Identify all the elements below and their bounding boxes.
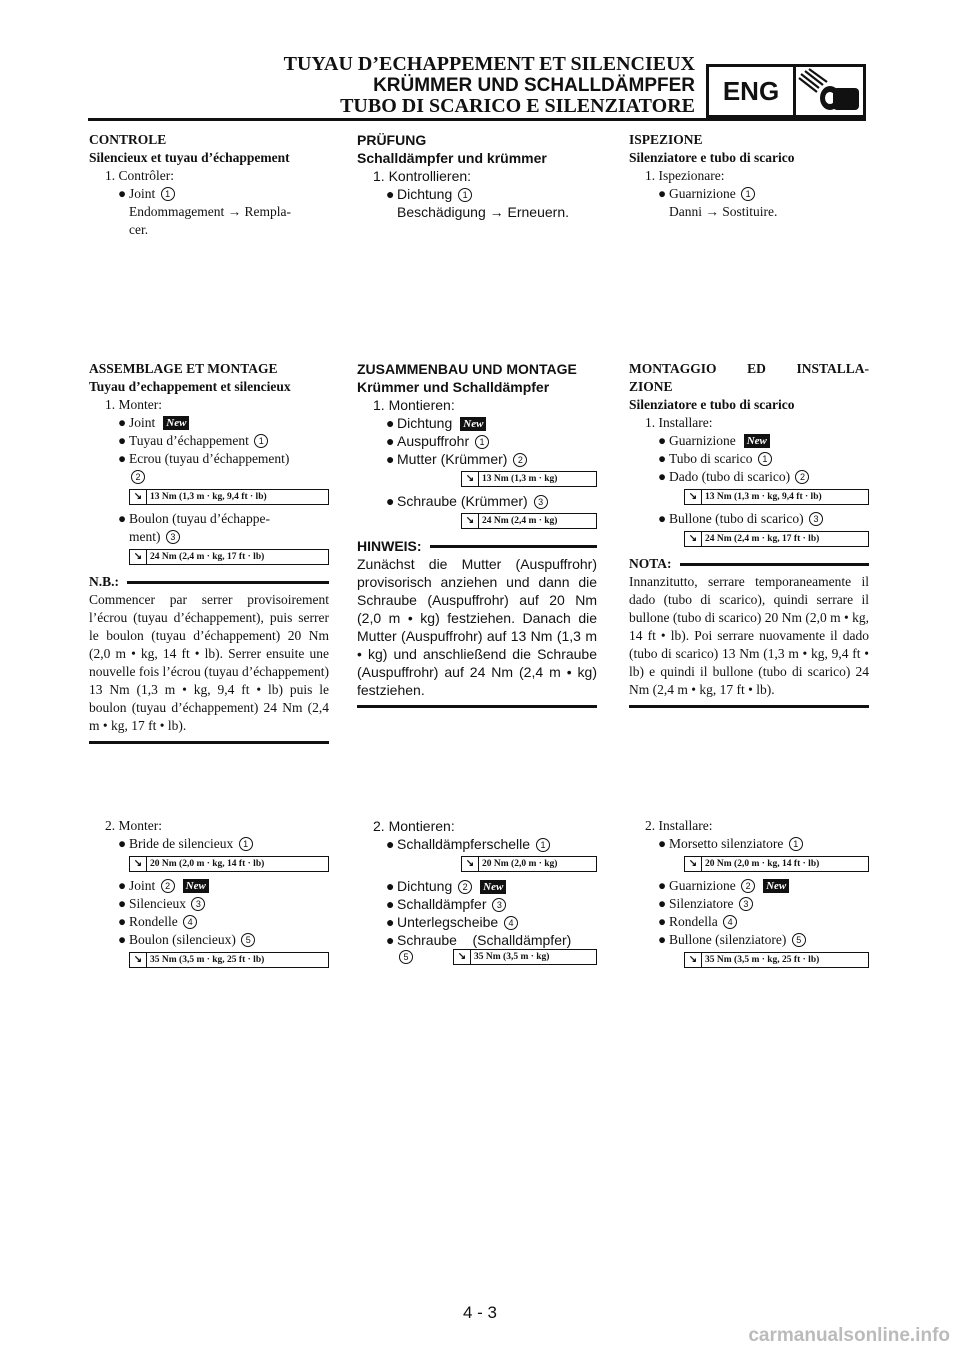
list-item: ● Silencieux 3 (89, 895, 329, 913)
torque-spec: ↘ 35 Nm (3,5 m · kg) (453, 949, 597, 965)
note-text: Innanzitutto, serrare temporaneamente il dado (tubo di scarico), quindi serrare il bullone (tubo di scarico) 20 Nm (2,0 m • kg, 14 ft • lb). Poi serrare nuovamente il dado (tubo di scarico) 13 Nm (1,3 m • kg, 9,4 ft • lb) e quindi il bullone (tubo di scarico) 24 Nm (2,4 m • kg, 17 ft • lb). (629, 574, 869, 697)
list-item: ● Dichtung 2 New (357, 877, 597, 895)
heading: ISPEZIONE (629, 132, 703, 147)
new-badge: New (163, 416, 189, 430)
wrench-icon: ↘ (465, 858, 475, 869)
it-install (629, 817, 869, 973)
list-item-cont: ment) 3 (89, 528, 329, 546)
list-item: ● Dichtung New (357, 414, 597, 432)
step: 2. Installare: (645, 818, 713, 833)
list-item: ● Ecrou (tuyau d’échappement) (118, 451, 290, 466)
wrench-icon: ↘ (688, 491, 698, 502)
note-heading: NOTA: (629, 555, 869, 573)
heading: ZUSAMMENBAU UND MONTAGE (357, 361, 577, 377)
list-item: ● Bullone (tubo di scarico) 3 (629, 510, 869, 528)
torque-spec: ↘ 13 Nm (1,3 m · kg, 9,4 ft · lb) (129, 489, 329, 505)
list-item: ● Tuyau d’échappement 1 (89, 432, 329, 450)
wrench-icon: ↘ (688, 533, 698, 544)
wrench-icon: ↘ (133, 491, 143, 502)
torque-spec: ↘ 24 Nm (2,4 m · kg, 17 ft · lb) (129, 549, 329, 565)
list-item: ● Auspuffrohr 1 (357, 432, 597, 450)
eng-badge (706, 64, 866, 118)
list-item: ● Dichtung 1 (357, 185, 597, 203)
result: Endommagement → Rempla- (129, 204, 291, 219)
de-inspection (357, 131, 597, 221)
list-item: ● Schraube (Schalldämpfer) (386, 932, 572, 948)
list-item: ● Schalldämpfer 3 (357, 895, 597, 913)
step: 1. Kontrollieren: (373, 168, 472, 184)
list-item-cont: 2 (89, 468, 329, 486)
new-badge: New (460, 417, 486, 431)
note-rule (89, 741, 329, 744)
torque-spec: ↘ 24 Nm (2,4 m · kg) (461, 513, 597, 529)
subheading: Tuyau d’echappement et silencieux (89, 379, 291, 394)
note-text: Zunächst die Mutter (Auspuffrohr) provisorisch anziehen und dann die Schraube (Auspuffrohr) auf 20 Nm (2,0 m • kg) festziehen. Danach die Mutter (Auspuffrohr) auf 13 Nm (1,3 m • kg) und anschließend die Schraube (Auspuffrohr) auf 24 Nm (2,4 m • kg) festziehen. (357, 556, 597, 698)
list-item: ● Silenziatore 3 (629, 895, 869, 913)
result: Beschädigung → Erneuern. (397, 204, 569, 220)
heading: MONTAGGIO ED INSTALLA- (629, 361, 869, 376)
header-rule (88, 118, 866, 121)
wrench-icon: ↘ (133, 551, 143, 562)
engine-piston-icon (796, 67, 863, 115)
note-rule (357, 705, 597, 708)
note-heading: HINWEIS: (357, 537, 597, 555)
list-item: ● Joint New (89, 414, 329, 432)
torque-spec: ↘ 35 Nm (3,5 m · kg, 25 ft · lb) (129, 952, 329, 968)
title-it: TUBO DI SCARICO E SILENZIATORE (340, 95, 695, 117)
list-item: ● Boulon (silencieux) 5 (89, 931, 329, 949)
heading-cont: ZIONE (629, 379, 673, 394)
note-rule (629, 705, 869, 708)
subheading: Silenziatore e tubo di scarico (629, 397, 795, 412)
fr-install (89, 817, 329, 973)
step: 1. Contrôler: (105, 168, 174, 183)
note-heading: N.B.: (89, 573, 329, 591)
torque-spec: ↘ 13 Nm (1,3 m · kg, 9,4 ft · lb) (684, 489, 869, 505)
fr-assembly (89, 360, 329, 744)
section-titles (284, 54, 695, 117)
step: 1. Monter: (105, 397, 162, 412)
torque-spec: ↘ 24 Nm (2,4 m · kg, 17 ft · lb) (684, 531, 869, 547)
torque-spec: ↘ 13 Nm (1,3 m · kg) (461, 471, 597, 487)
list-item: ● Joint 2 New (89, 877, 329, 895)
list-item: ● Guarnizione New (629, 432, 869, 450)
new-badge: New (744, 434, 770, 448)
list-item: ● Morsetto silenziatore 1 (629, 835, 869, 853)
wrench-icon: ↘ (133, 858, 143, 869)
wrench-icon: ↘ (465, 473, 475, 484)
torque-spec: ↘ 20 Nm (2,0 m · kg, 14 ft · lb) (684, 856, 869, 872)
heading: PRÜFUNG (357, 132, 427, 148)
list-item: ● Guarnizione 2 New (629, 877, 869, 895)
new-badge: New (183, 879, 209, 893)
step: 1. Montieren: (373, 397, 455, 413)
watermark: carmanualsonline.info (748, 1325, 950, 1346)
eng-label: ENG (709, 67, 796, 115)
wrench-icon: ↘ (457, 951, 467, 962)
step: 2. Montieren: (373, 818, 455, 834)
torque-spec: ↘ 20 Nm (2,0 m · kg) (461, 856, 597, 872)
list-item: ● Mutter (Krümmer) 2 (357, 450, 597, 468)
heading: CONTROLE (89, 132, 167, 147)
new-badge: New (763, 879, 789, 893)
list-item: ● Tubo di scarico 1 (629, 450, 869, 468)
heading: ASSEMBLAGE ET MONTAGE (89, 361, 278, 376)
title-fr: TUYAU D’ECHAPPEMENT ET SILENCIEUX (283, 53, 695, 75)
de-assembly (357, 360, 597, 708)
result-cont: cer. (129, 222, 149, 237)
list-item: ● Bride de silencieux 1 (89, 835, 329, 853)
subheading: Silencieux et tuyau d’échappement (89, 150, 290, 165)
step: 2. Monter: (105, 818, 162, 833)
result: Danni → Sostituire. (669, 204, 778, 219)
step: 1. Installare: (645, 415, 713, 430)
list-item: ● Schraube (Krümmer) 3 (357, 492, 597, 510)
de-install (357, 817, 597, 965)
fr-inspection (89, 131, 329, 239)
title-de: KRÜMMER UND SCHALLDÄMPFER (373, 75, 695, 96)
step: 1. Ispezionare: (645, 168, 725, 183)
list-item: ● Bullone (silenziatore) 5 (629, 931, 869, 949)
wrench-icon: ↘ (688, 954, 698, 965)
wrench-icon: ↘ (133, 954, 143, 965)
list-item: ● Boulon (tuyau d’échappe- (118, 511, 270, 526)
page-number: 4 - 3 (462, 1303, 498, 1322)
list-item: ● Dado (tubo di scarico) 2 (629, 468, 869, 486)
list-item: ● Rondelle 4 (89, 913, 329, 931)
torque-spec: ↘ 35 Nm (3,5 m · kg, 25 ft · lb) (684, 952, 869, 968)
subheading: Schalldämpfer und krümmer (357, 150, 547, 166)
list-item-cont: 5 ↘ 35 Nm (3,5 m · kg) (357, 949, 597, 965)
it-inspection (629, 131, 869, 221)
list-item: ● Rondella 4 (629, 913, 869, 931)
new-badge: New (480, 880, 506, 894)
wrench-icon: ↘ (688, 858, 698, 869)
list-item: ● Unterlegscheibe 4 (357, 913, 597, 931)
torque-spec: ↘ 20 Nm (2,0 m · kg, 14 ft · lb) (129, 856, 329, 872)
list-item: ● Schalldämpferschelle 1 (357, 835, 597, 853)
it-assembly (629, 360, 869, 708)
note-text: Commencer par serrer provisoirement l’écrou (tuyau d’échappement), puis serrer le boulon (tuyau d’échappement) 20 Nm (2,0 m • kg, 14 ft • lb). Serrer ensuite une nouvelle fois l’écrou (tuyau d’échappement) 13 Nm (1,3 m • kg, 9,4 ft • lb) puis le boulon (tuyau d’échappement) 24 Nm (2,4 m • kg, 17 ft • lb). (89, 592, 329, 733)
subheading: Silenziatore e tubo di scarico (629, 150, 795, 165)
list-item: ● Joint 1 (89, 185, 329, 203)
list-item: ● Guarnizione 1 (629, 185, 869, 203)
wrench-icon: ↘ (465, 515, 475, 526)
subheading: Krümmer und Schalldämpfer (357, 379, 550, 395)
